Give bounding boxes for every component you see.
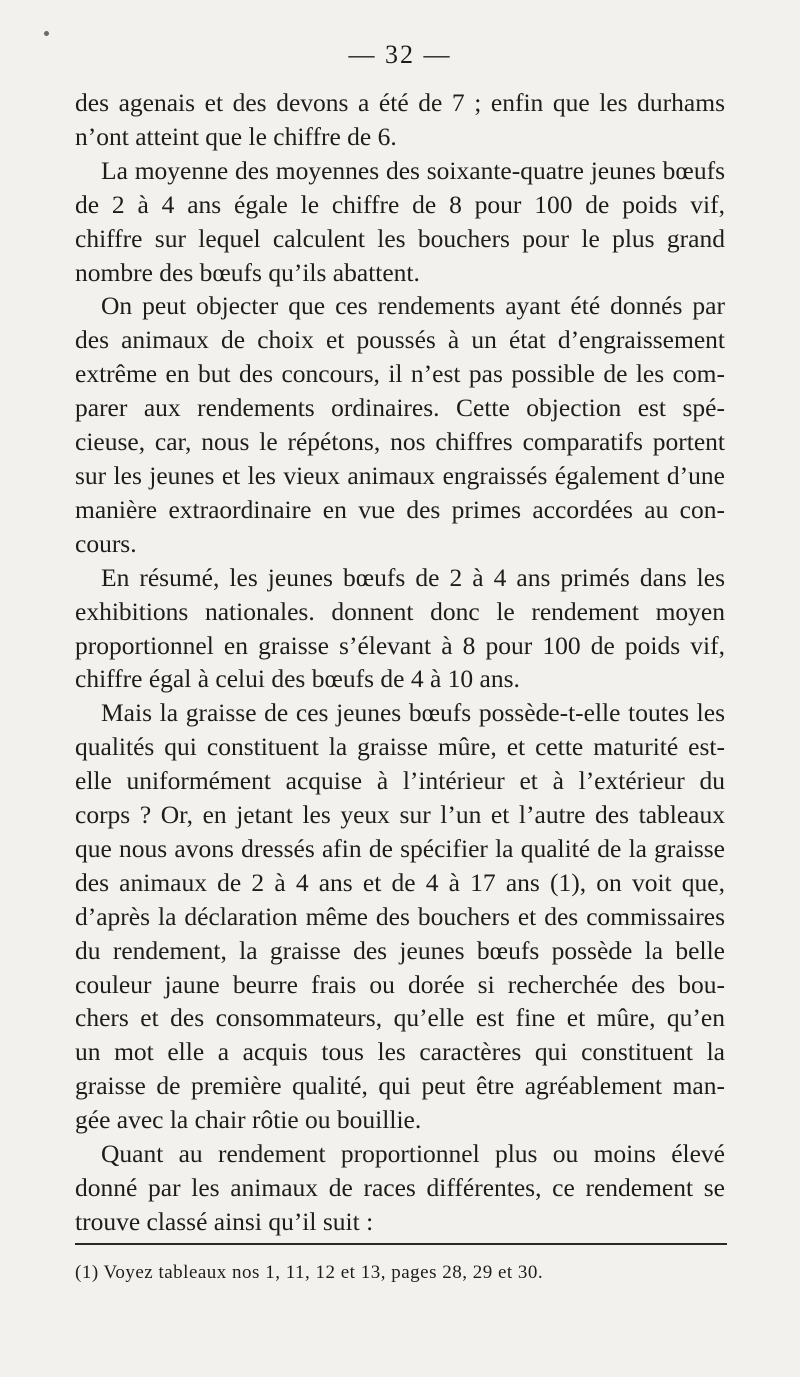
paragraph-5-line-6: des animaux de 2 à 4 ans et de 4 à 17 ans (1), on voit que, <box>75 867 725 897</box>
paragraph-4-line-2: exhibitions nationales. donnent donc le rendement moyen <box>75 596 725 626</box>
footnote: (1) Voyez tableaux nos 1, 11, 12 et 13, pages 28, 29 et 30. <box>75 1262 544 1283</box>
paragraph-5-line-2: qualités qui constituent la graisse mûre, et cette maturité est- <box>75 732 725 762</box>
paragraph-3-line-2: des animaux de choix et poussés à un état d’engraissement <box>75 325 725 355</box>
paragraph-3-line-6: sur les jeunes et les vieux animaux engraissés également d’une <box>75 460 725 490</box>
paragraph-2-line-3: chiffre sur lequel calculent les bouchers pour le plus grand <box>75 223 725 253</box>
paragraph-2-line-2: de 2 à 4 ans égale le chiffre de 8 pour 100 de poids vif, <box>75 189 725 219</box>
paragraph-6-line-1: Quant au rendement proportionnel plus ou moins élevé <box>101 1139 725 1169</box>
paragraph-6-line-2: donné par les animaux de races différentes, ce rendement se <box>75 1173 725 1202</box>
paragraph-3-line-1: On peut objecter que ces rendements ayant été donnés par <box>101 291 725 321</box>
paragraph-5-line-11: un mot elle a acquis tous les caractères qui constituent la <box>75 1037 725 1067</box>
paragraph-5-line-8: du rendement, la graisse des jeunes bœufs possède la belle <box>75 935 725 965</box>
paragraph-1-line-1: des agenais et des devons a été de 7 ; enfin que les durhams <box>75 88 725 117</box>
paragraph-4-line-3: proportionnel en graisse s’élevant à 8 pour 100 de poids vif, <box>75 630 725 660</box>
paragraph-5-line-4: corps ? Or, en jetant les yeux sur l’un et l’autre des tableaux <box>75 800 725 830</box>
paragraph-2-line-4: nombre des bœufs qu’ils abattent. <box>75 257 420 287</box>
paragraph-3-line-7: manière extraordinaire en vue des primes accordées au con- <box>75 494 725 524</box>
paragraph-4-line-1: En résumé, les jeunes bœufs de 2 à 4 ans primés dans les <box>101 562 725 592</box>
paragraph-5-line-13: gée avec la chair rôtie ou bouillie. <box>75 1105 422 1135</box>
paragraph-1-line-2: n’ont atteint que le chiffre de 6. <box>75 121 397 151</box>
paragraph-5-line-9: couleur jaune beurre frais ou dorée si recherchée des bou- <box>75 969 725 999</box>
paragraph-6-line-3: trouve classé ainsi qu’il suit : <box>75 1206 374 1236</box>
paragraph-5-line-10: chers et des consommateurs, qu’elle est fine et mûre, qu’en <box>75 1003 725 1033</box>
paragraph-5-line-1: Mais la graisse de ces jeunes bœufs possède-t-elle toutes les <box>101 698 725 728</box>
paragraph-3-line-5: cieuse, car, nous le répétons, nos chiffres comparatifs portent <box>75 427 725 457</box>
paragraph-4-line-4: chiffre égal à celui des bœufs de 4 à 10 ans. <box>75 664 520 694</box>
paragraph-5-line-12: graisse de première qualité, qui peut être agréablement man- <box>75 1071 725 1101</box>
paragraph-3-line-4: parer aux rendements ordinaires. Cette objection est spé- <box>75 393 725 423</box>
paragraph-2-line-1: La moyenne des moyennes des soixante-quatre jeunes bœufs <box>101 155 725 185</box>
body-text <box>75 86 725 1239</box>
page-number: — 32 — <box>348 40 452 69</box>
paragraph-3-line-3: extrême en but des concours, il n’est pas possible de les com- <box>75 359 725 389</box>
paragraph-3-line-8: cours. <box>75 528 137 558</box>
paragraph-5-line-7: d’après la déclaration même des bouchers et des commissaires <box>75 901 725 931</box>
paragraph-5-line-5: que nous avons dressés afin de spécifier la qualité de la graisse <box>75 833 725 863</box>
ink-speck <box>44 31 49 36</box>
paragraph-5-line-3: elle uniformément acquise à l’intérieur et à l’extérieur du <box>75 766 725 796</box>
footnote-rule <box>75 1243 727 1245</box>
